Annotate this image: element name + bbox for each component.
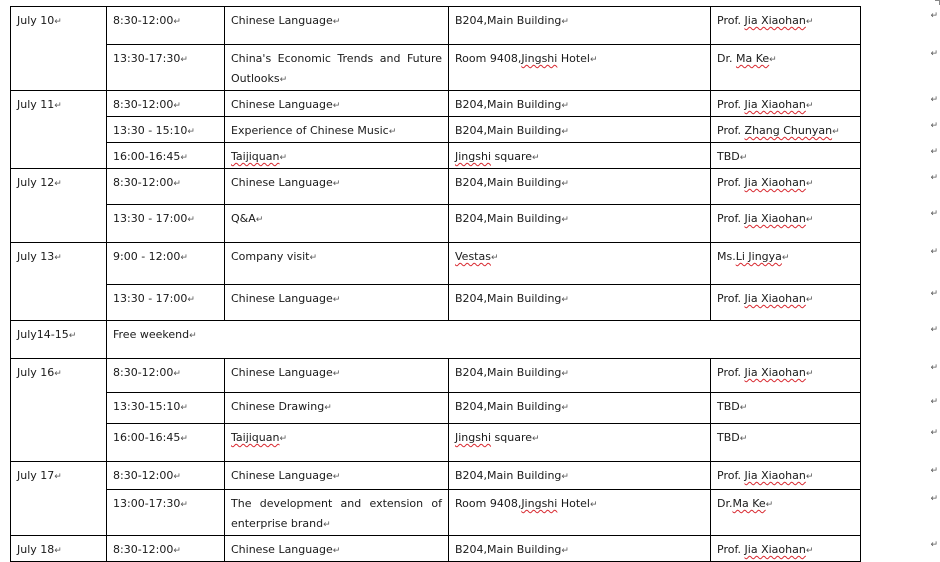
paragraph-mark-icon: ↵ (561, 179, 569, 189)
teacher-cell (711, 393, 861, 424)
spellcheck-underline: Vestas (455, 250, 491, 263)
time-cell (107, 91, 225, 117)
location-cell (449, 285, 711, 321)
time-cell-text: 9:00 - 12:00 (113, 250, 181, 263)
teacher-cell-text: TBD (717, 150, 740, 163)
time-cell-text: 13:00-17:30 (113, 497, 181, 510)
paragraph-mark-icon: ↵ (180, 153, 188, 163)
table-row (11, 536, 861, 562)
paragraph-mark-icon: ↵ (739, 434, 748, 444)
time-cell-text: 13:30-17:30 (113, 52, 181, 65)
course-cell-text: Chinese Language (231, 14, 333, 27)
paragraph-mark-icon: ↵ (187, 127, 195, 137)
teacher-cell-text: Ms.Li Jingya (717, 250, 782, 263)
course-cell-text: Chinese Language (231, 292, 333, 305)
paragraph-mark-icon: ↵ (739, 153, 748, 163)
paragraph-mark-icon: ↵ (173, 17, 181, 27)
paragraph-mark-icon: ↵ (589, 500, 598, 510)
location-cell-text: Jingshi square (455, 431, 532, 444)
location-cell-text: B204,Main Building (455, 98, 562, 111)
row-end-mark-icon: ↵ (930, 48, 938, 59)
spellcheck-underline: Jingshi (521, 497, 558, 510)
date-cell (11, 169, 107, 243)
course-cell (225, 205, 449, 243)
paragraph-mark-icon: ↵ (490, 253, 499, 263)
location-cell (449, 205, 711, 243)
paragraph-mark-icon: ↵ (187, 295, 195, 305)
free-weekend-cell-text: Free weekend (113, 328, 190, 341)
paragraph-mark-icon: ↵ (739, 403, 748, 413)
course-cell (225, 91, 449, 117)
course-cell-text: The development and extension of enterprise brand (231, 497, 442, 530)
paragraph-mark-icon: ↵ (805, 295, 814, 305)
teacher-cell (711, 462, 861, 490)
course-cell-text: Chinese Language (231, 98, 333, 111)
table-row (11, 490, 861, 536)
paragraph-mark-icon: ↵ (561, 546, 569, 556)
date-cell (11, 536, 107, 562)
time-cell-text: 13:30 - 17:00 (113, 212, 188, 225)
date-cell (11, 359, 107, 462)
paragraph-mark-icon: ↵ (561, 127, 569, 137)
table-row (11, 205, 861, 243)
paragraph-mark-icon: ↵ (805, 472, 814, 482)
location-cell (449, 91, 711, 117)
schedule-table (10, 6, 861, 562)
teacher-cell (711, 117, 861, 143)
course-cell-text: Chinese Language (231, 469, 333, 482)
table-row (11, 424, 861, 462)
table-row (11, 462, 861, 490)
course-cell-text (231, 150, 279, 163)
teacher-cell (711, 536, 861, 562)
course-cell (225, 117, 449, 143)
time-cell-text: 8:30-12:00 (113, 469, 174, 482)
course-cell-text: Chinese Language (231, 176, 333, 189)
row-end-mark-icon: ↵ (930, 10, 938, 21)
time-cell (107, 7, 225, 45)
teacher-cell-text: Dr. Ma Ke (717, 52, 770, 65)
spellcheck-underline: Li Jingya (735, 250, 782, 263)
location-cell-text: B204,Main Building (455, 124, 562, 137)
location-cell-text: B204,Main Building (455, 292, 562, 305)
spellcheck-underline: Jingshi (455, 150, 492, 163)
paragraph-mark-icon: ↵ (332, 101, 341, 111)
table-row (11, 45, 861, 91)
teacher-cell (711, 359, 861, 393)
paragraph-mark-icon: ↵ (54, 179, 62, 189)
paragraph-mark-icon: ↵ (54, 546, 62, 556)
paragraph-mark-icon: ↵ (309, 253, 318, 263)
course-cell (225, 462, 449, 490)
date-cell-text: July 17 (17, 469, 55, 482)
row-end-mark-icon: ↵ (930, 465, 938, 476)
spellcheck-underline: Jingshi (521, 52, 558, 65)
table-row (11, 321, 861, 359)
teacher-cell-text: Prof. Jia Xiaohan (717, 14, 806, 27)
course-cell (225, 490, 449, 536)
location-cell (449, 462, 711, 490)
teacher-cell-text: Prof. Jia Xiaohan (717, 543, 806, 556)
table-row (11, 117, 861, 143)
page-corner-mark (935, 0, 940, 5)
teacher-cell (711, 424, 861, 462)
time-cell (107, 393, 225, 424)
teacher-cell (711, 205, 861, 243)
time-cell-text: 16:00-16:45 (113, 431, 181, 444)
spellcheck-underline: Zhang Chunyan (744, 124, 833, 137)
time-cell (107, 45, 225, 91)
paragraph-mark-icon: ↵ (805, 179, 814, 189)
row-end-mark-icon: ↵ (930, 120, 938, 131)
paragraph-mark-icon: ↵ (68, 331, 77, 341)
time-cell (107, 117, 225, 143)
teacher-cell-text: Prof. Zhang Chunyan (717, 124, 833, 137)
teacher-cell-text: Prof. Jia Xiaohan (717, 98, 806, 111)
location-cell (449, 7, 711, 45)
date-cell-text: July 10 (17, 14, 55, 27)
teacher-cell (711, 91, 861, 117)
paragraph-mark-icon: ↵ (561, 403, 569, 413)
teacher-cell (711, 490, 861, 536)
course-cell (225, 243, 449, 285)
location-cell-text: B204,Main Building (455, 543, 562, 556)
paragraph-mark-icon: ↵ (54, 101, 62, 111)
paragraph-mark-icon: ↵ (561, 215, 569, 225)
course-cell (225, 285, 449, 321)
row-end-mark-icon: ↵ (930, 288, 938, 299)
course-cell-text: Chinese Language (231, 543, 333, 556)
paragraph-mark-icon: ↵ (805, 17, 814, 27)
spellcheck-underline: Ma Ke (735, 52, 770, 65)
time-cell-text: 8:30-12:00 (113, 176, 174, 189)
paragraph-mark-icon: ↵ (173, 369, 181, 379)
paragraph-mark-icon: ↵ (54, 472, 62, 482)
table-row (11, 243, 861, 285)
course-cell-text: Experience of Chinese Music (231, 124, 389, 137)
row-end-mark-icon: ↵ (930, 146, 938, 157)
paragraph-mark-icon: ↵ (279, 153, 288, 163)
paragraph-mark-icon: ↵ (180, 403, 188, 413)
row-end-mark-icon: ↵ (930, 172, 938, 183)
course-cell (225, 536, 449, 562)
spellcheck-underline: Taijiquan (231, 431, 280, 444)
course-cell (225, 7, 449, 45)
paragraph-mark-icon: ↵ (561, 472, 569, 482)
date-cell-text: July14-15 (17, 328, 69, 341)
course-cell (225, 359, 449, 393)
paragraph-mark-icon: ↵ (180, 55, 188, 65)
row-end-mark-icon: ↵ (930, 493, 938, 504)
paragraph-mark-icon: ↵ (54, 253, 62, 263)
time-cell-text: 16:00-16:45 (113, 150, 181, 163)
paragraph-mark-icon: ↵ (279, 434, 288, 444)
course-cell (225, 169, 449, 205)
table-row (11, 169, 861, 205)
teacher-cell-text: Prof. Jia Xiaohan (717, 366, 806, 379)
teacher-cell-text: Prof. Jia Xiaohan (717, 176, 806, 189)
table-row (11, 359, 861, 393)
time-cell (107, 424, 225, 462)
time-cell (107, 536, 225, 562)
time-cell (107, 169, 225, 205)
row-end-mark-icon: ↵ (930, 246, 938, 257)
spellcheck-underline: Jia Xiaohan (744, 98, 806, 111)
teacher-cell-text: Dr.Ma Ke (717, 497, 766, 510)
teacher-cell-text: Prof. Jia Xiaohan (717, 292, 806, 305)
location-cell (449, 490, 711, 536)
location-cell-text: B204,Main Building (455, 469, 562, 482)
date-cell-text: July 12 (17, 176, 55, 189)
spellcheck-underline: Jia Xiaohan (744, 469, 806, 482)
teacher-cell (711, 169, 861, 205)
paragraph-mark-icon: ↵ (180, 434, 188, 444)
paragraph-mark-icon: ↵ (180, 500, 188, 510)
time-cell-text: 8:30-12:00 (113, 98, 174, 111)
paragraph-mark-icon: ↵ (173, 546, 181, 556)
location-cell-text (455, 250, 491, 263)
location-cell (449, 243, 711, 285)
spellcheck-underline: Ma Ke (732, 497, 766, 510)
paragraph-mark-icon: ↵ (324, 403, 332, 413)
paragraph-mark-icon: ↵ (589, 55, 598, 65)
location-cell (449, 393, 711, 424)
location-cell-text: B204,Main Building (455, 14, 562, 27)
location-cell (449, 536, 711, 562)
spellcheck-underline: Taijiquan (231, 150, 280, 163)
location-cell-text: Jingshi square (455, 150, 532, 163)
location-cell-text: B204,Main Building (455, 366, 562, 379)
paragraph-mark-icon: ↵ (805, 369, 814, 379)
paragraph-mark-icon: ↵ (332, 369, 341, 379)
paragraph-mark-icon: ↵ (805, 215, 814, 225)
course-cell-text: Chinese Language (231, 366, 333, 379)
date-cell (11, 462, 107, 536)
time-cell (107, 205, 225, 243)
teacher-cell-text: Prof. Jia Xiaohan (717, 212, 806, 225)
location-cell (449, 359, 711, 393)
date-cell-text: July 16 (17, 366, 55, 379)
teacher-cell (711, 243, 861, 285)
date-cell (11, 7, 107, 91)
paragraph-mark-icon: ↵ (805, 101, 814, 111)
paragraph-mark-icon: ↵ (388, 127, 397, 137)
teacher-cell (711, 7, 861, 45)
paragraph-mark-icon: ↵ (332, 179, 341, 189)
paragraph-mark-icon: ↵ (255, 215, 264, 225)
paragraph-mark-icon: ↵ (332, 295, 341, 305)
row-end-mark-icon: ↵ (930, 427, 938, 438)
paragraph-mark-icon: ↵ (532, 434, 540, 444)
date-cell-text: July 13 (17, 250, 55, 263)
paragraph-mark-icon: ↵ (323, 520, 331, 530)
table-row (11, 393, 861, 424)
location-cell (449, 143, 711, 169)
date-cell (11, 91, 107, 169)
paragraph-mark-icon: ↵ (832, 127, 840, 137)
paragraph-mark-icon: ↵ (805, 546, 814, 556)
spellcheck-underline: Jia Xiaohan (744, 543, 806, 556)
paragraph-mark-icon: ↵ (561, 17, 569, 27)
teacher-cell-text: TBD (717, 431, 740, 444)
paragraph-mark-icon: ↵ (332, 546, 341, 556)
date-cell (11, 321, 107, 359)
course-cell-text: Chinese Drawing (231, 400, 325, 413)
time-cell-text: 8:30-12:00 (113, 14, 174, 27)
table-row (11, 7, 861, 45)
teacher-cell (711, 285, 861, 321)
date-cell (11, 243, 107, 321)
course-cell (225, 143, 449, 169)
time-cell (107, 143, 225, 169)
row-end-mark-icon: ↵ (930, 539, 938, 550)
course-cell-text (231, 431, 279, 444)
course-cell-text: Company visit (231, 250, 310, 263)
paragraph-mark-icon: ↵ (187, 215, 195, 225)
paragraph-mark-icon: ↵ (173, 472, 181, 482)
location-cell (449, 424, 711, 462)
time-cell (107, 359, 225, 393)
paragraph-mark-icon: ↵ (332, 472, 341, 482)
paragraph-mark-icon: ↵ (54, 369, 62, 379)
paragraph-mark-icon: ↵ (532, 153, 540, 163)
course-cell (225, 424, 449, 462)
table-row (11, 285, 861, 321)
paragraph-mark-icon: ↵ (279, 75, 288, 85)
paragraph-mark-icon: ↵ (561, 369, 569, 379)
spellcheck-underline: Jingshi (455, 431, 492, 444)
paragraph-mark-icon: ↵ (765, 500, 774, 510)
teacher-cell-text: Prof. Jia Xiaohan (717, 469, 806, 482)
location-cell-text: B204,Main Building (455, 212, 562, 225)
row-end-mark-icon: ↵ (930, 324, 938, 335)
row-end-mark-icon: ↵ (930, 396, 938, 407)
teacher-cell (711, 143, 861, 169)
paragraph-mark-icon: ↵ (180, 253, 188, 263)
table-row (11, 91, 861, 117)
time-cell-text: 13:30-15:10 (113, 400, 181, 413)
time-cell-text: 8:30-12:00 (113, 366, 174, 379)
paragraph-mark-icon: ↵ (769, 55, 777, 65)
time-cell-text: 8:30-12:00 (113, 543, 174, 556)
time-cell (107, 462, 225, 490)
paragraph-mark-icon: ↵ (561, 295, 569, 305)
course-cell (225, 393, 449, 424)
row-end-mark-icon: ↵ (930, 208, 938, 219)
location-cell (449, 45, 711, 91)
paragraph-mark-icon: ↵ (189, 331, 197, 341)
table-row (11, 143, 861, 169)
paragraph-mark-icon: ↵ (54, 17, 62, 27)
spellcheck-underline: Jia Xiaohan (744, 176, 806, 189)
spellcheck-underline: Jia Xiaohan (744, 14, 806, 27)
location-cell (449, 169, 711, 205)
paragraph-mark-icon: ↵ (561, 101, 569, 111)
time-cell-text: 13:30 - 17:00 (113, 292, 188, 305)
course-cell (225, 45, 449, 91)
location-cell-text: Room 9408,Jingshi Hotel (455, 497, 590, 510)
teacher-cell (711, 45, 861, 91)
free-weekend-cell (107, 321, 861, 359)
time-cell (107, 490, 225, 536)
location-cell-text: Room 9408,Jingshi Hotel (455, 52, 590, 65)
row-end-mark-icon: ↵ (930, 362, 938, 373)
location-cell (449, 117, 711, 143)
paragraph-mark-icon: ↵ (173, 179, 181, 189)
location-cell-text: B204,Main Building (455, 400, 562, 413)
teacher-cell-text: TBD (717, 400, 740, 413)
paragraph-mark-icon: ↵ (332, 17, 341, 27)
row-end-mark-icon: ↵ (930, 94, 938, 105)
spellcheck-underline: Jia Xiaohan (744, 292, 806, 305)
spellcheck-underline: Jia Xiaohan (744, 212, 806, 225)
time-cell (107, 243, 225, 285)
paragraph-mark-icon: ↵ (781, 253, 790, 263)
course-cell-text: Q&A (231, 212, 256, 225)
spellcheck-underline: Jia Xiaohan (744, 366, 806, 379)
date-cell-text: July 18 (17, 543, 55, 556)
time-cell-text: 13:30 - 15:10 (113, 124, 188, 137)
location-cell-text: B204,Main Building (455, 176, 562, 189)
date-cell-text: July 11 (17, 98, 55, 111)
time-cell (107, 285, 225, 321)
paragraph-mark-icon: ↵ (173, 101, 181, 111)
course-cell-text: China's Economic Trends and Future Outlooks (231, 52, 442, 85)
